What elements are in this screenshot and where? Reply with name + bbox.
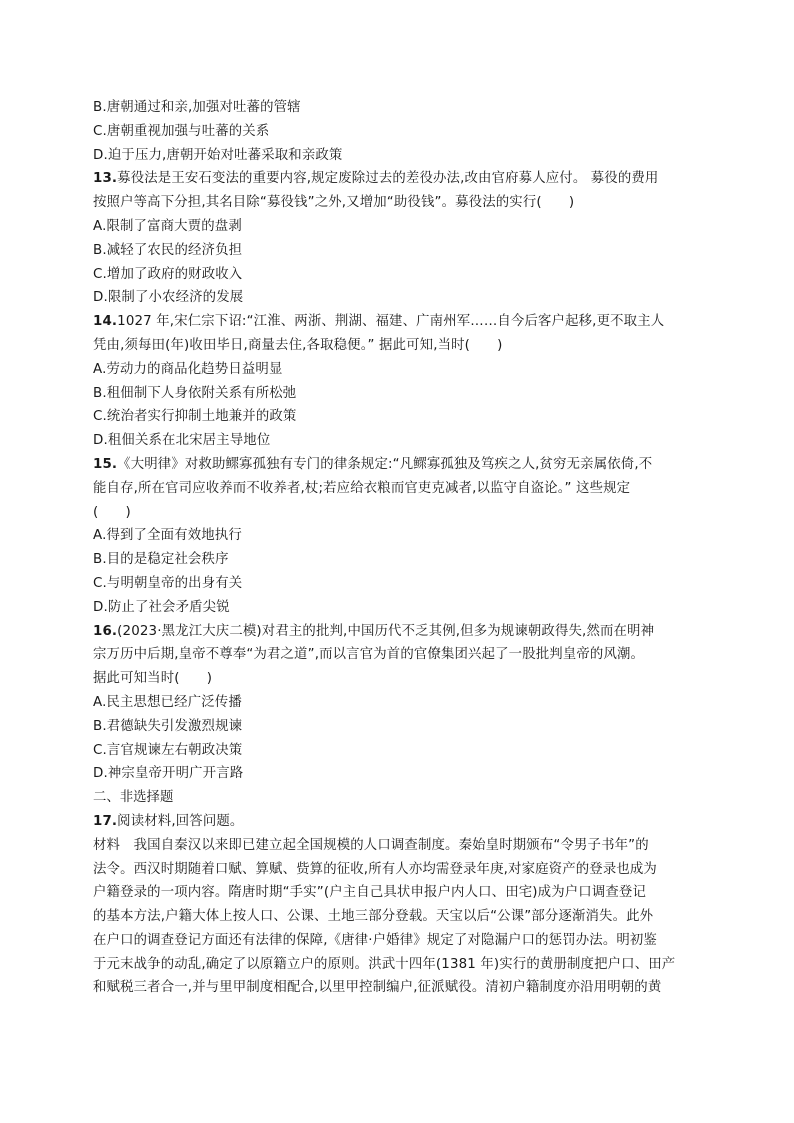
material-line: 户籍登录的一项内容。隋唐时期“手实”(户主自己具状申报户内人口、田宅)成为户口调查登记 (93, 885, 647, 901)
option-c: C.唐朝重视加强与吐蕃的关系 (93, 123, 270, 139)
option-d: D.迫于压力,唐朝开始对吐蕃采取和亲政策 (93, 147, 343, 163)
option-a: A.得到了全面有效地执行 (93, 528, 242, 544)
question-stem-line: 宗万历中后期,皇帝不尊奉“为君之道”,而以言官为首的官僚集团兴起了一股批判皇帝的风潮。 (93, 647, 645, 663)
question-stem-line (93, 310, 705, 334)
option-d: D.租佃关系在北宋居主导地位 (93, 433, 271, 449)
question-stem-line (93, 810, 705, 834)
stem-text: 募役法是王安石变法的重要内容,规定废除过去的差役办法,改由官府募人应付。 募役的费用 (117, 171, 659, 187)
question-number: 13. (93, 171, 118, 187)
question-16 (93, 620, 705, 787)
stem-text: (2023·黑龙江大庆二模)对君主的批判,中国历代不乏其例,但多为规谏朝政得失,然而在明神 (117, 623, 655, 639)
question-number: 16. (93, 623, 118, 639)
question-number: 17. (93, 813, 118, 829)
material-line: 法令。西汉时期随着口赋、算赋、赀算的征收,所有人亦均需登录年庚,对家庭资产的登录也成为 (93, 861, 657, 877)
option-d: D.防止了社会矛盾尖锐 (93, 599, 230, 615)
option-c: C.与明朝皇帝的出身有关 (93, 575, 243, 591)
option-a: A.限制了富商大贾的盘剥 (93, 218, 242, 234)
stem-text: 阅读材料,回答问题。 (117, 813, 244, 829)
question-14 (93, 310, 705, 453)
stem-text: 1027 年,宋仁宗下诏:“江淮、两浙、荆湖、福建、广南州军……自今后客户起移,更不取主人 (117, 314, 665, 330)
material-line: 和赋税三者合一,并与里甲制度相配合,以里甲控制编户,征派赋役。清初户籍制度亦沿用明朝的黄 (93, 980, 662, 996)
question-stem-line: 能自存,所在官司应收养而不收养者,杖;若应给衣粮而官吏克减者,以监守自盗论。” 这些规定 (93, 480, 631, 496)
option-b: B.减轻了农民的经济负担 (93, 242, 243, 258)
material-line: 材料 我国自秦汉以来即已建立起全国规模的人口调查制度。秦始皇时期颁布“令男子书年”的 (93, 837, 649, 853)
question-17 (93, 810, 705, 1000)
option-a: A.劳动力的商品化趋势日益明显 (93, 361, 283, 377)
question-stem-line: 凭由,须每田(年)收田毕日,商量去住,各取稳便。” 据此可知,当时( ) (93, 337, 503, 353)
question-stem-line: ( ) (93, 504, 131, 520)
question-stem-line: 按照户等高下分担,其名目除“募役钱”之外,又增加“助役钱”。募役法的实行( ) (93, 195, 575, 211)
option-d: D.限制了小农经济的发展 (93, 290, 244, 306)
question-15 (93, 453, 705, 620)
option-b: B.租佃制下人身依附关系有所松弛 (93, 385, 297, 401)
option-d: D.神宗皇帝开明广开言路 (93, 766, 244, 782)
question-stem-line (93, 167, 705, 191)
stem-text: 《大明律》对救助鳏寡孤独有专门的律条规定:“凡鳏寡孤独及笃疾之人,贫穷无亲属依倚,不 (117, 456, 653, 472)
option-c: C.统治者实行抑制土地兼并的政策 (93, 409, 297, 425)
section-title: 二、非选择题 (93, 790, 174, 806)
question-stem-line (93, 453, 705, 477)
option-c: C.增加了政府的财政收入 (93, 266, 243, 282)
option-a: A.民主思想已经广泛传播 (93, 694, 242, 710)
question-number: 14. (93, 314, 118, 330)
question-stem-line (93, 620, 705, 644)
option-b: B.君德缺失引发激烈规谏 (93, 718, 243, 734)
question-12-options (93, 96, 705, 167)
material-line: 于元末战争的动乱,确定了以原籍立户的原则。洪武十四年(1381 年)实行的黄册制度把户口、田产 (93, 956, 676, 972)
question-13 (93, 167, 705, 310)
material-line: 在户口的调查登记方面还有法律的保障,《唐律·户婚律》规定了对隐漏户口的惩罚办法。明初鉴 (93, 932, 657, 948)
option-c: C.言官规谏左右朝政决策 (93, 742, 243, 758)
question-stem-line: 据此可知当时( ) (93, 671, 213, 687)
option-b: B.唐朝通过和亲,加强对吐蕃的管辖 (93, 100, 301, 115)
option-b: B.目的是稳定社会秩序 (93, 552, 229, 568)
material-line: 的基本方法,户籍大体上按人口、公课、土地三部分登载。天宝以后“公课”部分逐渐消失。此外 (93, 909, 654, 925)
exam-page (93, 96, 705, 1000)
question-number: 15. (93, 456, 118, 472)
